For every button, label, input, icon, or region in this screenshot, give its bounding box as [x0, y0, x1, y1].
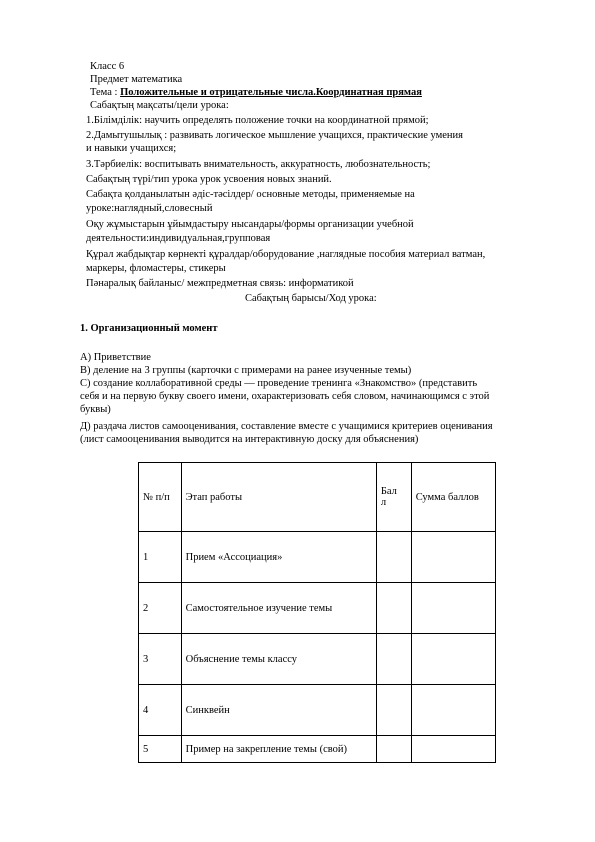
- equipment-line-cont: маркеры, фломастеры, стикеры: [86, 263, 226, 274]
- row-stage: Синквейн: [181, 685, 376, 736]
- step-d: Д) раздача листов самооценивания, составление вместе с учащимися критериев оценивания: [80, 421, 493, 432]
- table-row: [139, 736, 496, 763]
- step-b: В) деление на 3 группы (карточки с примерами на ранее изученные темы): [80, 365, 412, 376]
- row-score[interactable]: [376, 532, 411, 583]
- step-c: С) создание коллаборативной среды — проведение тренинга «Знакомство» (представить: [80, 378, 478, 389]
- table-row: [139, 532, 496, 583]
- row-number: 1: [139, 532, 182, 583]
- goal-3: 3.Тәрбиелік: воспитывать внимательность, аккуратность, любознательность;: [86, 159, 431, 170]
- section-title: 1. Организационный момент: [80, 323, 218, 334]
- row-stage: Объяснение темы классу: [181, 634, 376, 685]
- goals-heading: Сабақтың мақсаты/цели урока:: [90, 100, 229, 111]
- step-a: А) Приветствие: [80, 352, 151, 363]
- row-sum[interactable]: [411, 685, 495, 736]
- row-number: 4: [139, 685, 182, 736]
- row-number: 3: [139, 634, 182, 685]
- step-d-cont: (лист самооценивания выводится на интерактивную доску для объяснения): [80, 434, 419, 445]
- row-score[interactable]: [376, 634, 411, 685]
- row-sum[interactable]: [411, 736, 495, 763]
- row-stage: Прием «Ассоциация»: [181, 532, 376, 583]
- goal-1: 1.Білімділік: научить определять положение точки на координатной прямой;: [86, 115, 429, 126]
- row-stage: Самостоятельное изучение темы: [181, 583, 376, 634]
- table-row: [139, 583, 496, 634]
- row-sum[interactable]: [411, 532, 495, 583]
- interdisciplinary-line: Пәнаралық байланыс/ межпредметная связь: информатикой: [86, 278, 354, 289]
- subject-line: Предмет математика: [90, 74, 183, 85]
- row-sum[interactable]: [411, 634, 495, 685]
- row-score[interactable]: [376, 685, 411, 736]
- equipment-line: Құрал жабдықтар көрнекті құралдар/оборудование ,наглядные пособия материал ватман,: [86, 249, 486, 260]
- goal-2-cont: и навыки учащихся;: [86, 143, 177, 154]
- table-header-row: [139, 463, 496, 532]
- row-stage: Пример на закрепление темы (свой): [181, 736, 376, 763]
- row-score[interactable]: [376, 736, 411, 763]
- header-score-line2: л: [380, 497, 387, 508]
- topic-prefix: Тема :: [90, 87, 121, 98]
- lesson-type: Сабақтың түрі/тип урока урок усвоения новых знаний.: [86, 174, 332, 185]
- methods-line: Сабақта қолданылатын әдіс-тәсілдер/ основные методы, применяемые на: [86, 189, 415, 200]
- header-score: [376, 463, 411, 532]
- topic-title: Положительные и отрицательные числа.Координатная прямая: [120, 87, 422, 98]
- row-score[interactable]: [376, 583, 411, 634]
- row-number: 2: [139, 583, 182, 634]
- row-sum[interactable]: [411, 583, 495, 634]
- header-stage: Этап работы: [181, 463, 376, 532]
- row-number: 5: [139, 736, 182, 763]
- lesson-course-heading: Сабақтың барысы/Ход урока:: [245, 293, 377, 304]
- table-row: [139, 634, 496, 685]
- step-c-cont-1: себя и на первую букву своего имени, охарактеризовать себя словом, начинающимся с этой: [80, 391, 490, 402]
- class-line: Класс 6: [90, 61, 125, 72]
- table-row: [139, 685, 496, 736]
- step-c-cont-2: буквы): [80, 404, 111, 415]
- forms-line-cont: деятельности:индивидуальная,групповая: [86, 233, 271, 244]
- goal-2: 2.Дамытушылық : развивать логическое мышление учащихся, практические умения: [86, 130, 464, 141]
- forms-line: Оқу жұмыстарын ұйымдастыру нысандары/формы организации учебной: [86, 219, 414, 230]
- header-number: № п/п: [139, 463, 182, 532]
- self-assessment-table: [138, 462, 496, 763]
- header-sum: Сумма баллов: [411, 463, 495, 532]
- topic-line: [90, 86, 422, 99]
- header-score-line1: Бал: [380, 486, 397, 497]
- methods-line-cont: уроке:наглядный,словесный: [86, 203, 213, 214]
